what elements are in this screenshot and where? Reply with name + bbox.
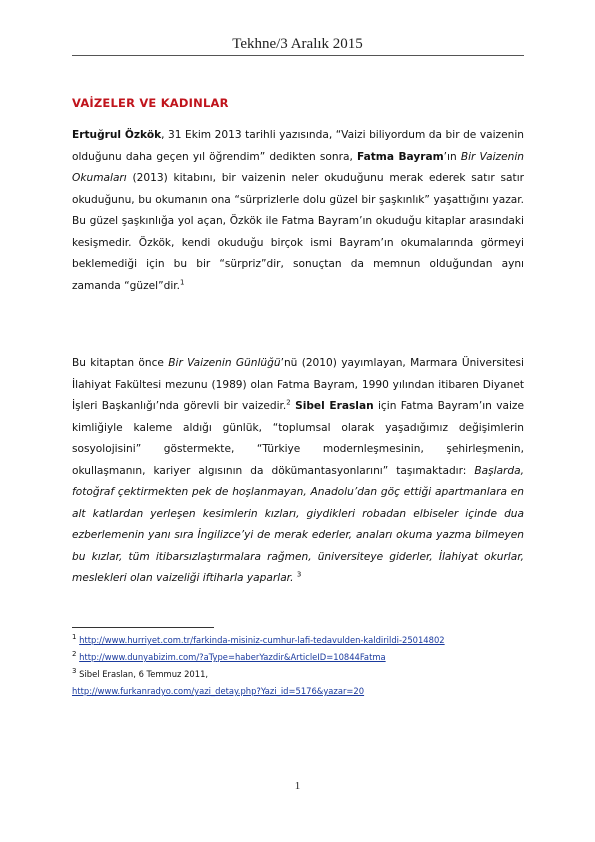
- footnote-2: [72, 649, 532, 666]
- author-name-bayram: Fatma Bayram: [356, 150, 444, 163]
- paragraph-2: [72, 353, 524, 590]
- p1-text-2: ’ın: [443, 150, 461, 163]
- footnote-3: [72, 666, 532, 683]
- footnote-3-link[interactable]: http://www.furkanradyo.com/yazi_detay.php?Yazi_id=5176&yazar=20: [72, 686, 365, 696]
- page-header-title: Tekhne/3 Aralık 2015: [232, 36, 363, 52]
- p1-text-3: (2013) kitabını, bir vaizenin neler okuduğunu merak ederek satır satır okuduğunu, bu okumanın ona “sürprizlerle dolu güzel bir şaşkınlık” yaşattığını yazar. Bu güzel şaşkınlığa yol açan, Özkök ile Fatma Bayram’ın okuduğu kitaplar arasındaki kesişmedir. Özkök, kendi okuduğu birçok ismi Bayram’ın okumalarında görmeyi beklemediği için bu bir “sürpriz”dir, sonuçtan da memnun olduğundan aynı zamanda “güzel”dir.: [72, 172, 524, 292]
- book-title-okumalari: Bir Vaizenin Okumaları: [72, 150, 525, 184]
- p1-text-1: , 31 Ekim 2013 tarihli yazısında, “Vaizi biliyordum da bir de vaizenin olduğunu daha geçen yıl öğrendim” dedikten sonra,: [72, 129, 524, 163]
- p2-text-1: Bu kitaptan önce: [72, 357, 169, 369]
- footnotes: [72, 632, 532, 700]
- block-quote: Başlarda, fotoğraf çektirmekten pek de hoşlanmayan, Anadolu’dan göç ettiği apartmanlara en alt katlardan yerleşen kesimlerin kızları, giydikleri robadan elbiseler içinde dua ezberlemenin yanı sıra İngilizce’yi de merak ederler, anaları okuma yazma bilmeyen bu kızlar, tüm itibarsızlaştırmalara rağmen, üniversiteye giderler, İlahiyat okurlar, meslekleri olan vaizeliği iftiharla yaparlar.: [72, 464, 524, 584]
- p2-text-2: ’nü (2010) yayımlayan, Marmara Üniversitesi İlahiyat Fakültesi mezunu (1989) olan Fatma Bayram, 1990 yılından itibaren Diyanet İşleri Başkanlığı’nda görevli bir vaizedir.: [72, 357, 524, 412]
- author-name-ozkok: Ertuğrul Özkök: [72, 129, 162, 141]
- page-number: 1: [294, 780, 301, 792]
- footnote-3-number: 3: [72, 667, 77, 676]
- footnote-2-link[interactable]: http://www.dunyabizim.com/?aType=haberYazdir&ArticleID=10844Fatma: [79, 652, 386, 662]
- footnote-1: [72, 632, 532, 649]
- author-name-eraslan: Sibel Eraslan: [295, 400, 374, 412]
- footnote-ref-2[interactable]: 2: [286, 398, 291, 407]
- header-divider: [72, 55, 524, 56]
- footnote-ref-1[interactable]: 1: [180, 277, 185, 286]
- book-title-gunlugu: Bir Vaizenin Günlüğü: [168, 357, 281, 369]
- footnote-1-link[interactable]: http://www.hurriyet.com.tr/farkinda-misiniz-cumhur-lafi-tedavulden-kaldirildi-25014802: [79, 635, 445, 645]
- p2-text-3: için Fatma Bayram’ın vaize kimliğiyle kaleme aldığı günlük, “toplumsal olarak yaşadığımız değişimlerin sosyolojisini” göstermekte, “Türkiye modernleşmesinin, şehirleşmenin, okullaşmanın, kariyer algısının da dökümantasyonlarını” taşımaktadır:: [72, 400, 524, 477]
- footnote-2-number: 2: [72, 650, 77, 659]
- footnote-divider: [72, 627, 214, 628]
- footnote-ref-3[interactable]: 3: [296, 570, 302, 579]
- paragraph-1: [72, 125, 524, 297]
- footnote-3-link-line: [72, 683, 532, 700]
- footnote-3-text: Sibel Eraslan, 6 Temmuz 2011,: [79, 669, 209, 679]
- article-title: VAİZELER VE KADINLAR: [72, 96, 229, 110]
- footnote-1-number: 1: [72, 633, 77, 642]
